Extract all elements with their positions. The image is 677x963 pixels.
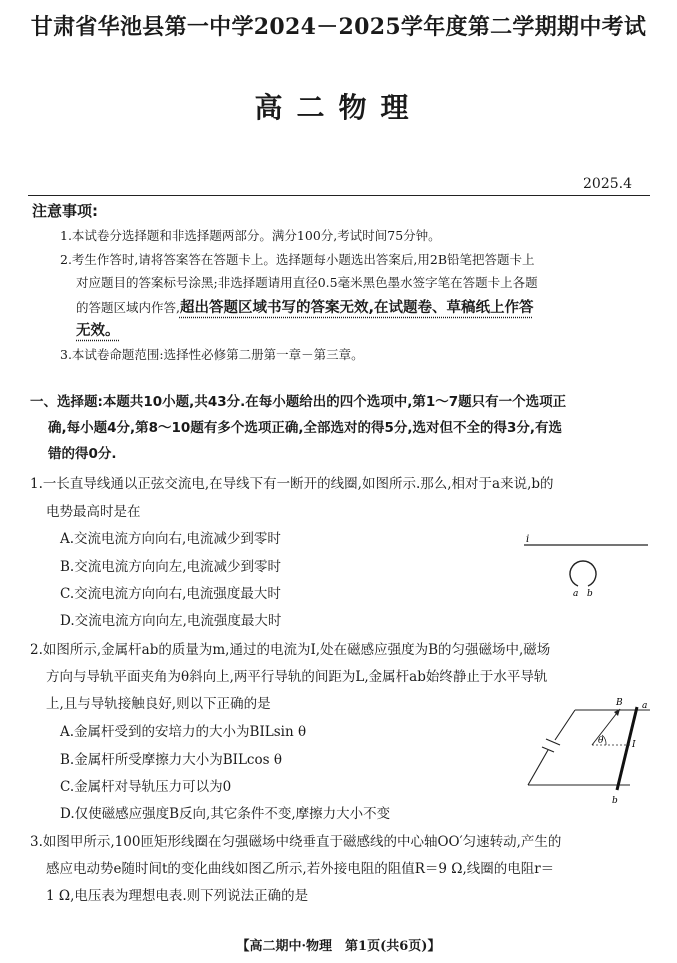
notice-item-1: 1.本试卷分选择题和非选择题两部分。满分100分,考试时间75分钟。 [60,228,441,243]
q2-option-a: A.金属杆受到的安培力的大小为BILsin θ [60,724,307,740]
q2-battery-plate-2 [542,747,554,752]
q2-figure-rails [520,695,655,810]
notice-item-2-line-1: 2.考生作答时,请将答案答在答题卡上。选择题每小题选出答案后,用2B铅笔把答题卡上 [60,252,535,267]
q1-option-c: C.交流电流方向向右,电流强度最大时 [60,586,281,602]
q2-stem-line-2: 方向与导轨平面夹角为θ斜向上,两平行导轨的间距为L,金属杆ab始终静止于水平导轨 [46,669,548,685]
q2-rail-left-lower [528,750,548,785]
q2-stem-line-3: 上,且与导轨接触良好,则以下正确的是 [46,696,271,712]
q2-option-d: D.仅使磁感应强度B反向,其它条件不变,摩擦力大小不变 [60,806,391,822]
section-1-line-2: 确,每小题4分,第8～10题有多个选项正确,全部选对的得5分,选对但不全的得3分,有选 [48,420,563,436]
q1-label-i: i [526,534,530,545]
q2-battery-plate-1 [546,739,560,745]
notice-item-2-line-3 [76,296,534,317]
q1-stem-line-1: 1.一长直导线通以正弦交流电,在导线下有一断开的线圈,如图所示.那么,相对于a来说,b的 [30,476,554,492]
q2-label-I: I [632,740,636,750]
subject-title: 高二物理 [254,91,423,124]
exam-date: 2025.4 [583,176,632,192]
notice-item-3: 3.本试卷命题范围:选择性必修第二册第一章－第三章。 [60,347,364,362]
notice-item-2-line-4 [76,319,120,340]
q3-stem-line-3: 1 Ω,电压表为理想电表.则下列说法正确的是 [46,888,309,904]
q1-open-coil [570,561,596,586]
q2-label-B: B [616,698,623,708]
notice-item-2-line-2: 对应题目的答案标号涂黑;非选择题请用直径0.5毫米黑色墨水签字笔在答题卡上各题 [76,275,538,290]
q1-figure-wire-coil [520,530,655,600]
q3-stem-line-2: 感应电动势e随时间t的变化曲线如图乙所示,若外接电阻的阻值R＝9 Ω,线圈的电阻r＝ [46,861,555,877]
q2-stem-line-1: 2.如图所示,金属杆ab的质量为m,通过的电流为I,处在磁感应强度为B的匀强磁场中,磁场 [30,642,551,658]
q2-field-line [592,709,620,745]
exam-title: 甘肃省华池县第一中学2024－2025学年度第二学期期中考试 [30,14,647,40]
q2-label-a: a [642,701,648,711]
q3-stem-line-1: 3.如图甲所示,100匝矩形线圈在匀强磁场中绕垂直于磁感线的中心轴OO′匀速转动,产生的 [30,834,562,850]
notice-emphasis-2: 无效。 [76,323,120,339]
q2-label-b: b [612,796,618,806]
page-footer: 【高二期中·物理 第1页(共6页)】 [236,939,441,954]
q2-rail-left-upper [555,710,575,740]
q1-option-a: A.交流电流方向向右,电流减少到零时 [60,531,281,547]
notice-emphasis-1: 超出答题区域书写的答案无效,在试题卷、草稿纸上作答 [179,300,534,316]
q1-option-b: B.交流电流方向向左,电流减少到零时 [60,559,282,575]
section-1-line-3: 错的得0分. [48,446,117,462]
q2-option-c: C.金属杆对导轨压力可以为0 [60,779,232,795]
q2-label-theta: θ [598,736,604,746]
q1-option-d: D.交流电流方向向左,电流强度最大时 [60,613,282,629]
section-1-line-1: 一、选择题:本题共10小题,共43分.在每小题给出的四个选项中,第1～7题只有一个选项正 [30,394,567,410]
notice-heading: 注意事项: [32,202,98,220]
header-divider [28,195,650,196]
q1-stem-line-2: 电势最高时是在 [46,504,141,520]
notice-item-2-text: 的答题区域内作答, [76,300,180,315]
q2-option-b: B.金属杆所受摩擦力大小为BILcos θ [60,752,282,768]
q1-label-a: a [573,589,579,599]
q1-label-b: b [587,589,593,599]
